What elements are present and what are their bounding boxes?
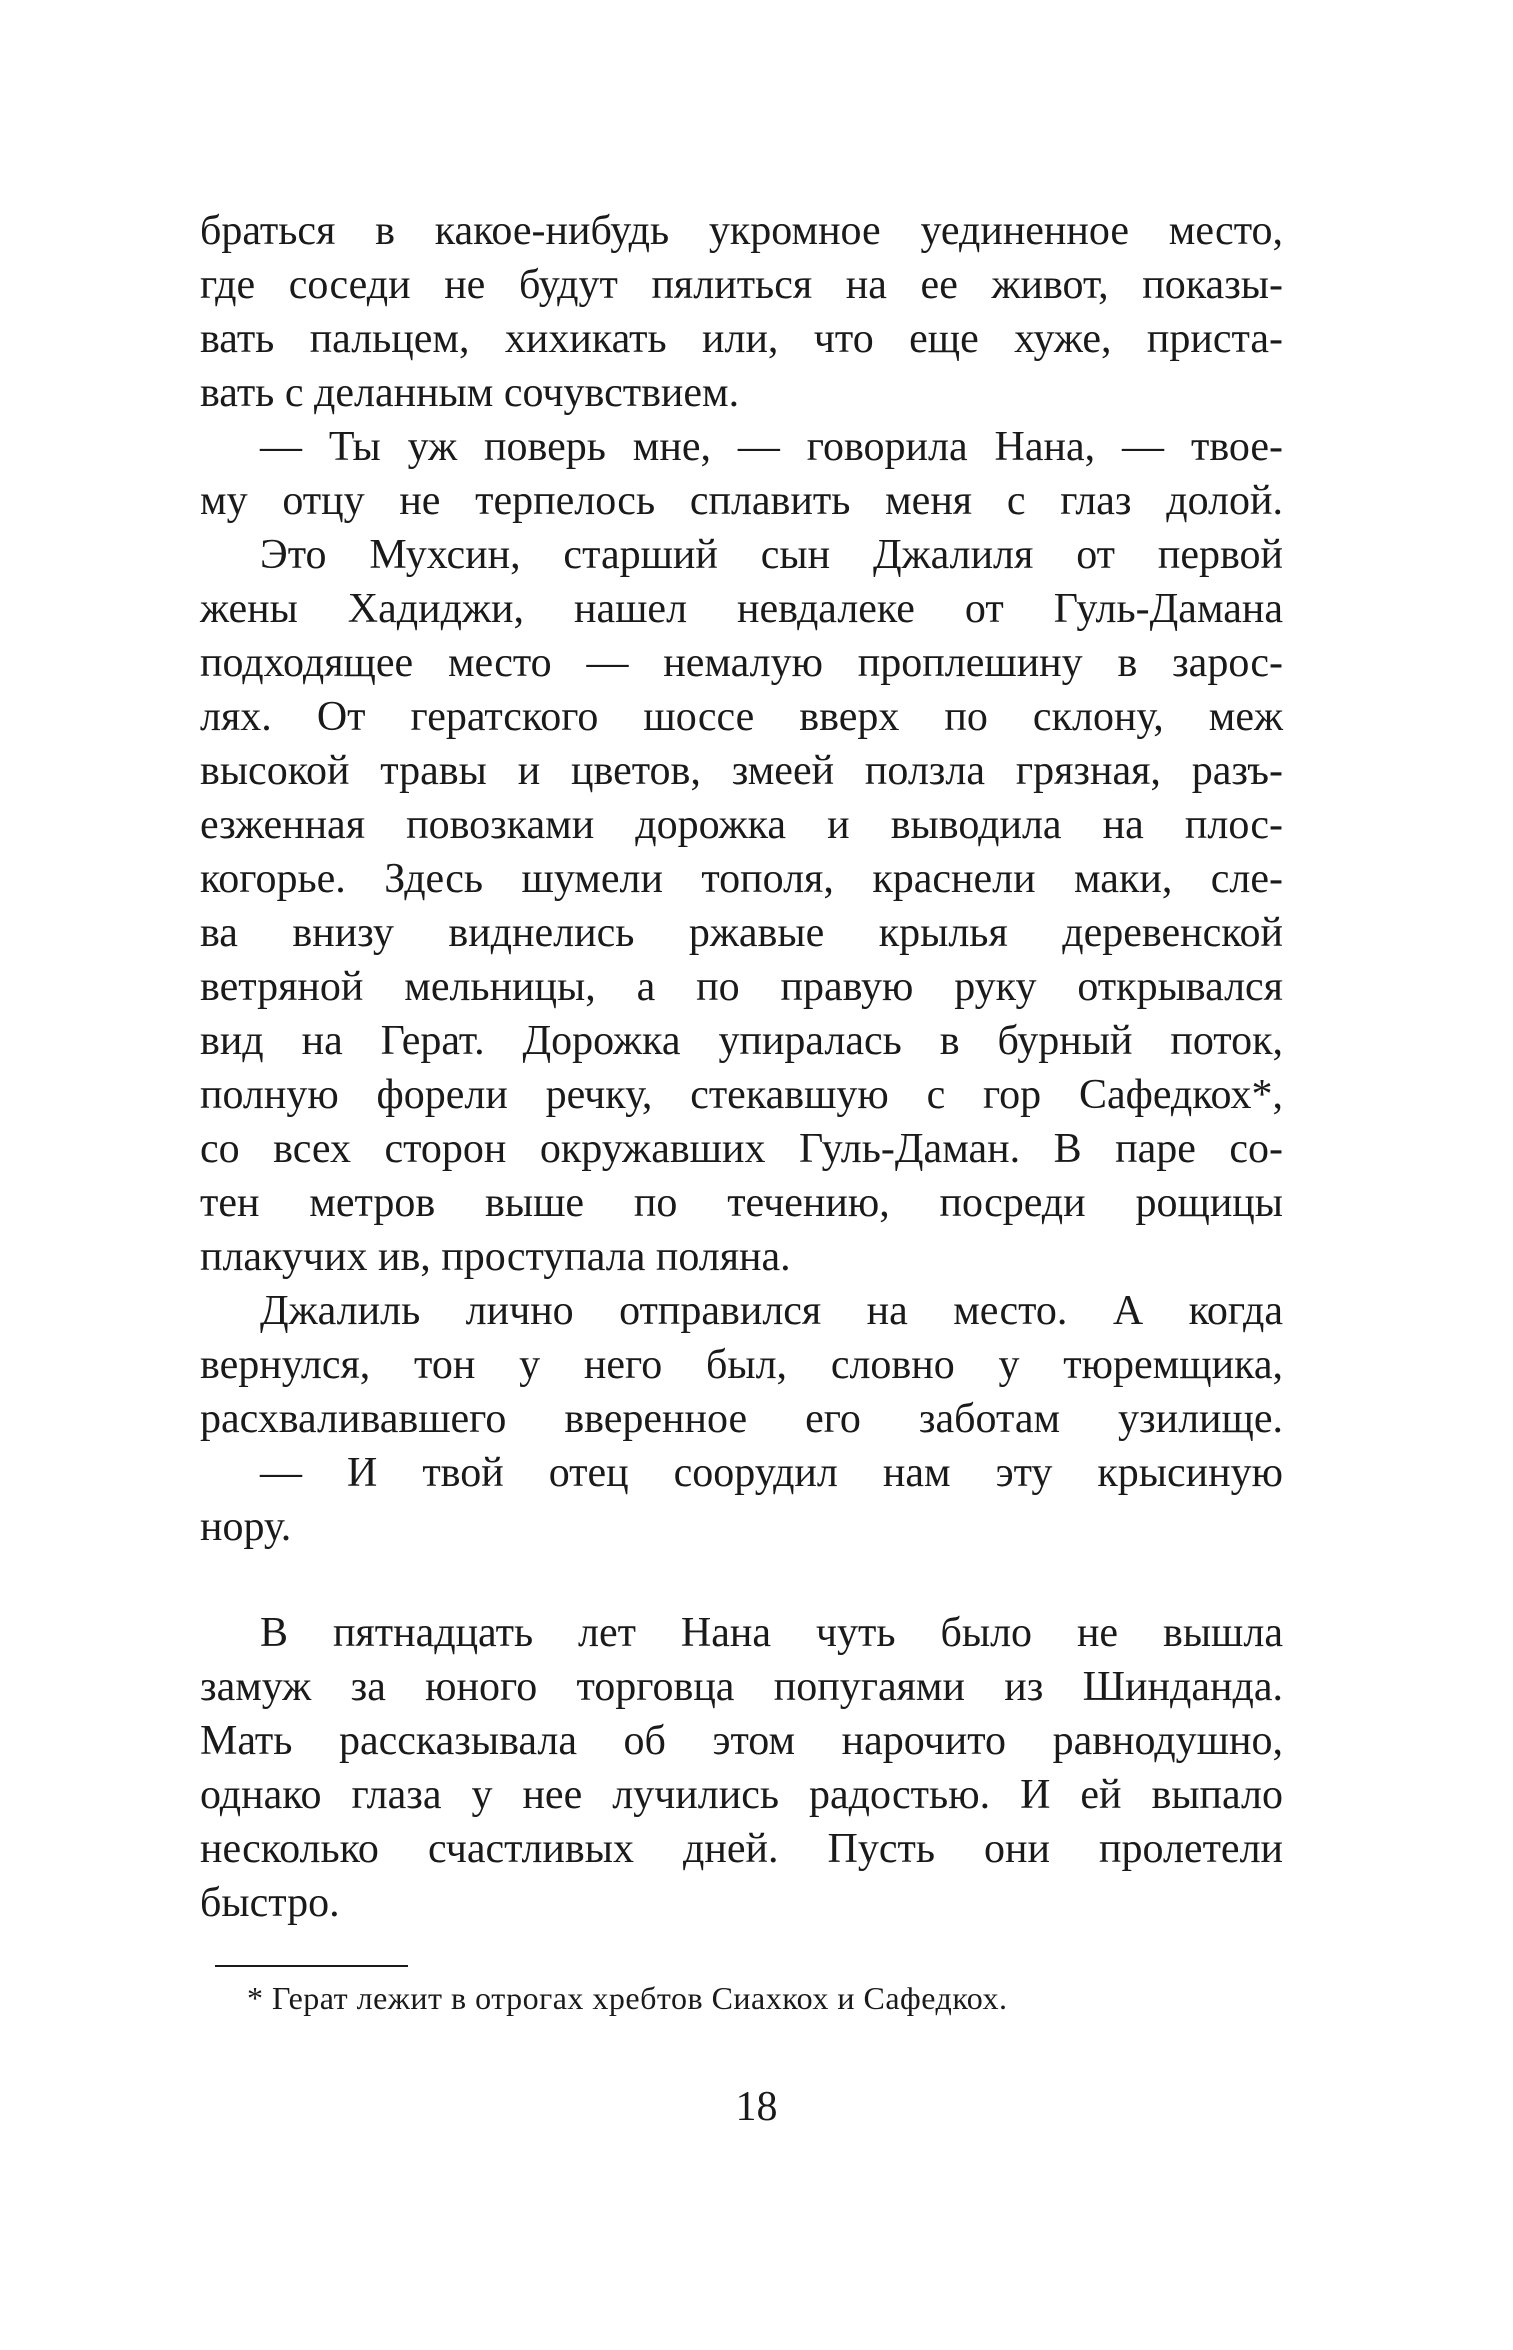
text-line: где соседи не будут пялиться на ее живот, показы- <box>200 262 1283 308</box>
text-line: однако глаза у нее лучились радостью. И ей выпало <box>200 1772 1283 1818</box>
text-line: подходящее место — немалую проплешину в зарос- <box>200 640 1283 686</box>
text-line: тен метров выше по течению, посреди рощицы <box>200 1180 1283 1226</box>
text-line: полную форели речку, стекавшую с гор Сафедкох*, <box>200 1072 1283 1118</box>
text-line: со всех сторон окружавших Гуль-Даман. В паре со- <box>200 1126 1283 1172</box>
text-line: Это Мухсин, старший сын Джалиля от первой <box>260 532 1283 578</box>
text-line: вать с деланным сочувствием. <box>200 370 740 416</box>
text-line: Джалиль лично отправился на место. А когда <box>260 1288 1283 1334</box>
text-line: высокой травы и цветов, змеей ползла грязная, разъ- <box>200 748 1283 794</box>
text-line: му отцу не терпелось сплавить меня с глаз долой. <box>200 478 1283 524</box>
text-line: вать пальцем, хихикать или, что еще хуже, приста- <box>200 316 1283 362</box>
text-line: лях. От гератского шоссе вверх по склону, меж <box>200 694 1283 740</box>
text-line: В пятнадцать лет Нана чуть было не вышла <box>260 1610 1283 1656</box>
text-line: Мать рассказывала об этом нарочито равнодушно, <box>200 1718 1283 1764</box>
text-line: езженная повозками дорожка и выводила на плос- <box>200 802 1283 848</box>
text-line: быстро. <box>200 1880 340 1926</box>
footnote: * Герат лежит в отрогах хребтов Сиахкох и Сафедкох. <box>247 1980 1008 2016</box>
text-line: ва внизу виднелись ржавые крылья деревенской <box>200 910 1283 956</box>
main-text-upper <box>200 204 1283 1554</box>
page-number: 18 <box>735 2084 778 2130</box>
text-line: несколько счастливых дней. Пусть они пролетели <box>200 1826 1283 1872</box>
text-line: когорье. Здесь шумели тополя, краснели маки, сле- <box>200 856 1283 902</box>
footnote-divider <box>215 1965 408 1967</box>
text-line: — И твой отец соорудил нам эту крысиную <box>260 1450 1283 1496</box>
text-line: плакучих ив, проступала поляна. <box>200 1234 791 1280</box>
text-line: вернулся, тон у него был, словно у тюремщика, <box>200 1342 1283 1388</box>
text-line: расхваливавшего вверенное его заботам узилище. <box>200 1396 1283 1442</box>
main-text-lower <box>200 1606 1283 1930</box>
text-line: жены Хадиджи, нашел невдалеке от Гуль-Дамана <box>200 586 1283 632</box>
text-line: замуж за юного торговца попугаями из Шинданда. <box>200 1664 1283 1710</box>
text-line: — Ты уж поверь мне, — говорила Нана, — твое- <box>260 424 1283 470</box>
text-line: вид на Герат. Дорожка упиралась в бурный поток, <box>200 1018 1283 1064</box>
text-line: браться в какое-нибудь укромное уединенное место, <box>200 208 1283 254</box>
text-line: ветряной мельницы, а по правую руку открывался <box>200 964 1283 1010</box>
text-line: нору. <box>200 1504 292 1550</box>
